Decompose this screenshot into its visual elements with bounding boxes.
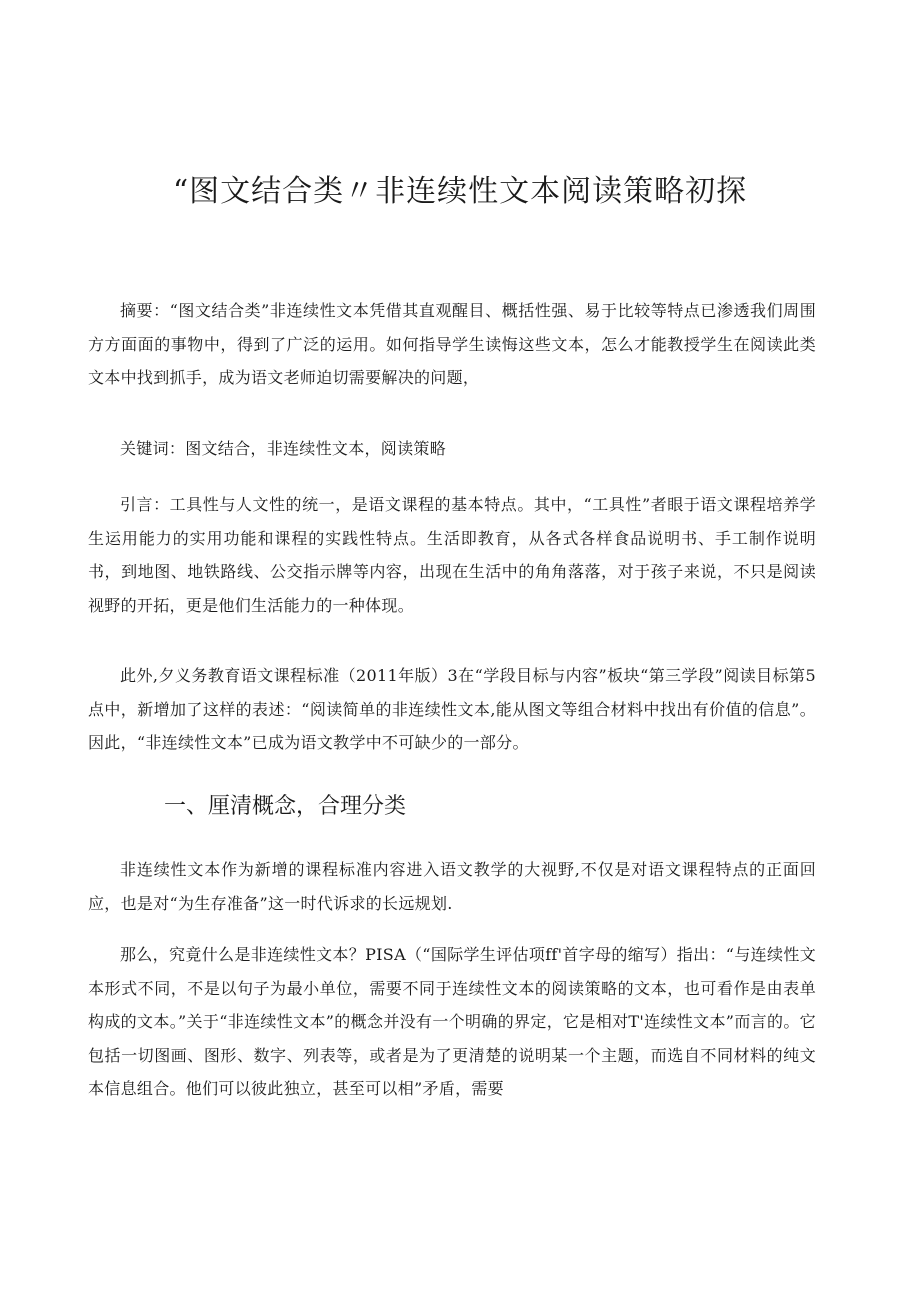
keywords-paragraph: 关键词：图文结合，非连续性文本，阅读策略 xyxy=(120,439,447,458)
section1-paragraph: 非连续性文本作为新增的课程标准内容进入语文教学的大视野,不仅是对语文课程特点的正面回应，也是对“为生存准备”这一时代诉求的长远规划. xyxy=(88,860,816,913)
pisa-paragraph: 那么，究竟什么是非连续性文本？PISA（“国际学生评估项ff'首字母的缩写）指出：“与连续性文本形式不同，不是以句子为最小单位，需要不同于连续性文本的阅读策略的文本，也可看作是由表单构成的文本。”关于“非连续性文本”的概念并没有一个明确的界定，它是相对T'连续性文本”而言的。它包括一切图画、图形、数字、列表等，或者是为了更清楚的说明某一个主题，而选自不同材料的纯文本信息组合。他们可以彼此独立，甚至可以相”矛盾，需要 xyxy=(88,945,816,1098)
intro-paragraph: 引言：工具性与人文性的统一，是语文课程的基本特点。其中，“工具性”者眼于语文课程培养学生运用能力的实用功能和课程的实践性特点。生活即教育，从各式各样食品说明书、手工制作说明书，到地图、地铁路线、公交指示牌等内容，出现在生活中的角角落落，对于孩子来说，不只是阅读视野的开拓，更是他们生活能力的一种体现。 xyxy=(88,495,816,615)
standard-paragraph: 此外,夕义务教育语文课程标准（2011年版）3在“学段目标与内容”板块“第三学段”阅读目标第5点中，新增加了这样的表述：“阅读简单的非连续性文本,能从图文等组合材料中找出有价值的信息”。因此，“非连续性文本”已成为语文教学中不可缺少的一部分。 xyxy=(88,666,816,752)
section-heading: 一、厘清概念，合理分类 xyxy=(164,794,407,819)
abstract-paragraph: 摘要：“图文结合类”非连续性文本凭借其直观醒目、概括性强、易于比较等特点已渗透我们周围方方面面的事物中，得到了广泛的运用。如何指导学生读悔这些文本，怎么才能教授学生在阅读此类文本中找到抓手，成为语文老师迫切需要解决的问题， xyxy=(88,301,816,387)
document-title: “图文结合类〃非连续性文本阅读策略初探 xyxy=(172,174,748,209)
